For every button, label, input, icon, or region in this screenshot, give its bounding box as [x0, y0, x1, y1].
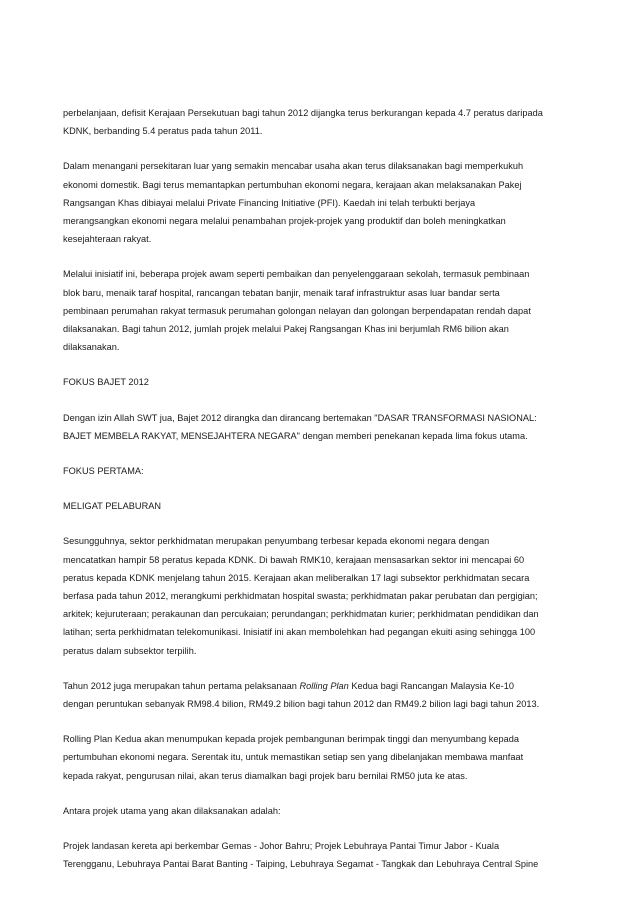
document-page	[63, 104, 578, 891]
paragraph-initiative-projects	[63, 265, 578, 356]
heading-text: MELIGAT PELABURAN	[63, 501, 162, 512]
text-line: pertumbuhan ekonomi negara. Serentak itu, untuk memastikan setiap sen yang dibelanjakan membawa manfaat	[63, 752, 524, 763]
text-line: Rolling Plan Kedua akan menumpukan kepada projek pembangunan berimpak tinggi dan menyumbang kepada	[63, 734, 520, 745]
text-line: arkitek; kejuruteraan; perakaunan dan percukaian; perundangan; perkhidmatan kurier; perkhidmatan pendidikan dan	[63, 609, 539, 620]
paragraph-project-list	[63, 837, 578, 873]
text-line: pembinaan perumahan rakyat termasuk perumahan golongan nelayan dan golongan berpendapatan rendah dapat	[63, 305, 531, 316]
text-line: dilaksanakan. Bagi tahun 2012, jumlah projek melalui Pakej Rangsangan Khas ini berjumlah RM6 bilion akan	[63, 324, 509, 335]
text-segment: Kedua bagi Rancangan Malaysia Ke-10	[348, 680, 514, 691]
heading-fokus-pertama	[63, 462, 578, 480]
text-line: Projek landasan kereta api berkembar Gemas - Johor Bahru; Projek Lebuhraya Pantai Timur Jabor - Kuala	[63, 841, 500, 852]
text-line: peratus kepada KDNK menjelang tahun 2015. Kerajaan akan meliberalkan 17 lagi subsektor perkhidmatan secara	[63, 572, 530, 583]
text-line: dilaksanakan.	[63, 342, 120, 353]
italic-term: Rolling Plan	[299, 680, 349, 691]
paragraph-rolling-plan-year	[63, 677, 578, 713]
heading-meligat-pelaburan	[63, 497, 578, 515]
text-line: ekonomi domestik. Bagi terus memantapkan pertumbuhan ekonomi negara, kerajaan akan melaksanakan Pakej	[63, 179, 522, 190]
text-line: Melalui inisiatif ini, beberapa projek awam seperti pembaikan dan penyelenggaraan sekolah, termasuk pembinaan	[63, 269, 530, 280]
text-line: Terengganu, Lebuhraya Pantai Barat Banting - Taiping, Lebuhraya Segamat - Tangkak dan Lebuhraya Central Spine	[63, 859, 539, 870]
text-line: dengan peruntukan sebanyak RM98.4 bilion, RM49.2 bilion bagi tahun 2012 dan RM49.2 bilion lagi bagi tahun 2013.	[63, 699, 540, 710]
text-line: Dalam menangani persekitaran luar yang semakin mencabar usaha akan terus dilaksanakan bagi memperkukuh	[63, 161, 524, 172]
text-line: peratus dalam subsektor terpilih.	[63, 645, 197, 656]
text-line: mencatatkan hampir 58 peratus kepada KDNK. Di bawah RMK10, kerajaan mensasarkan sektor ini mencapai 60	[63, 554, 525, 565]
text-line: Antara projek utama yang akan dilaksanakan adalah:	[63, 805, 281, 816]
text-line: BAJET MEMBELA RAKYAT, MENSEJAHTERA NEGARA" dengan memberi penekanan kepada lima fokus utama.	[63, 430, 528, 441]
text-line: Dengan izin Allah SWT jua, Bajet 2012 dirangka dan dirancang bertemakan "DASAR TRANSFORMASI NASIONAL:	[63, 412, 537, 423]
paragraph-deficit	[63, 104, 578, 140]
text-line: KDNK, berbanding 5.4 peratus pada tahun 2011.	[63, 126, 263, 137]
heading-fokus-bajet	[63, 373, 578, 391]
paragraph-external-environment	[63, 157, 578, 248]
text-line: kepada rakyat, pengurusan nilai, akan terus diamalkan bagi projek baru bernilai RM50 juta ke atas.	[63, 770, 468, 781]
heading-text: FOKUS PERTAMA:	[63, 466, 144, 477]
heading-text: FOKUS BAJET 2012	[63, 377, 149, 388]
text-line: perbelanjaan, defisit Kerajaan Persekutuan bagi tahun 2012 dijangka terus berkurangan kepada 4.7 peratus daripada	[63, 108, 543, 118]
paragraph-services-sector	[63, 532, 578, 659]
text-line: kesejahteraan rakyat.	[63, 234, 152, 245]
text-line: merangsangkan ekonomi negara melalui penambahan projek-projek yang produktif dan boleh meningkatkan	[63, 216, 506, 227]
text-line	[63, 677, 578, 695]
text-line: latihan; serta perkhidmatan telekomunikasi. Inisiatif ini akan membolehkan had pegangan ekuiti asing sehingga 100	[63, 627, 536, 638]
text-line: blok baru, menaik taraf hospital, rancangan tebatan banjir, menaik taraf infrastruktur asas luar bandar serta	[63, 287, 500, 298]
text-segment: Tahun 2012 juga merupakan tahun pertama pelaksanaan	[63, 680, 300, 691]
paragraph-rolling-plan-focus	[63, 730, 578, 785]
paragraph-budget-theme	[63, 409, 578, 445]
text-line: Sesungguhnya, sektor perkhidmatan merupakan penyumbang terbesar kepada ekonomi negara dengan	[63, 536, 490, 547]
text-line: berfasa pada tahun 2012, merangkumi perkhidmatan hospital swasta; perkhidmatan pakar perubatan dan pergigian;	[63, 591, 538, 602]
paragraph-main-projects-intro	[63, 802, 578, 820]
text-line: Rangsangan Khas dibiayai melalui Private Financing Initiative (PFI). Kaedah ini telah terbukti berjaya	[63, 197, 476, 208]
